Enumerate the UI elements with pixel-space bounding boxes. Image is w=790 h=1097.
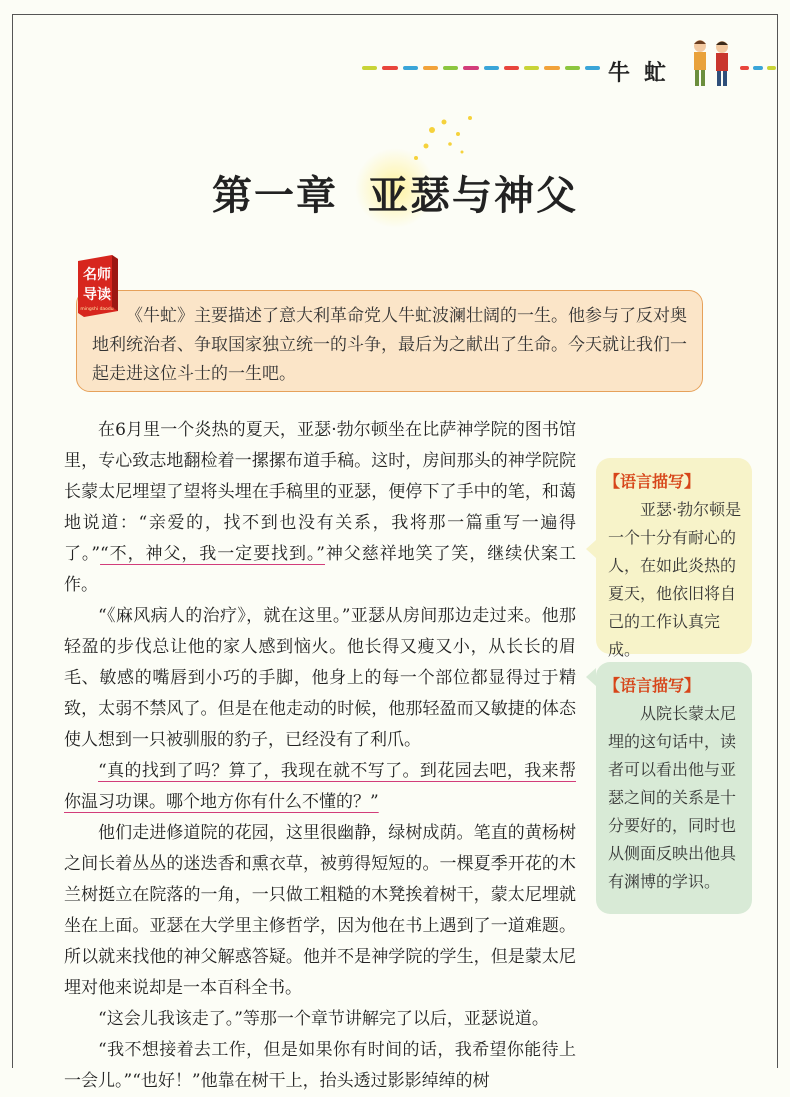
highlighted-quote: “真的找到了吗？算了，我现在就不写了。到花园去吧，我来帮你温习功课。哪个地方你有什么不懂的？” (64, 761, 576, 812)
header-decoration-dashes (362, 66, 600, 71)
guide-badge-line2: 导读 (83, 287, 111, 303)
paragraph: “《麻风病人的治疗》，就在这里。”亚瑟从房间那边走过来。他那轻盈的步伐总让他的家人感到恼火。他长得又瘦又小，从长长的眉毛、敏感的嘴唇到小巧的手脚，他身上的每一个部位都显得过于精致，太弱不禁风了。但是在他走动的时候，他那轻盈而又敏捷的体态使人想到一只被驯服的豹子，已经没有了利爪。 (64, 606, 576, 750)
note-text: 从院长蒙太尼埋的这句话中，读者可以看出他与亚瑟之间的关系是十分要好的，同时也从侧面反映出他具有渊博的学识。 (608, 704, 737, 891)
note-tag: 【语言描写】 (604, 676, 701, 695)
note-pointer (586, 668, 596, 686)
note-tag: 【语言描写】 (604, 472, 701, 491)
header-decoration-dashes-right (740, 66, 776, 71)
note-text: 亚瑟·勃尔顿是一个十分有耐心的人，在如此炎热的夏天，他依旧将自己的工作认真完成。 (608, 500, 742, 659)
chapter-name: 亚瑟与神父 (368, 172, 578, 219)
note-pointer (586, 540, 596, 558)
paragraph-text: 神父慈祥地笑了笑，继续伏案工作。 (64, 544, 576, 595)
chapter-heading (0, 164, 790, 221)
book-title: 牛虻 (608, 61, 681, 86)
guide-badge-line1: 名师 (83, 267, 111, 283)
paragraph: 他们走进修道院的花园，这里很幽静，绿树成荫。笔直的黄杨树之间长着丛丛的迷迭香和熏衣草，被剪得短短的。一棵夏季开花的木兰树挺立在院落的一角，一只做工粗糙的木凳挨着树干，蒙太尼埋就坐在上面。亚瑟在大学里主修哲学，因为他在书上遇到了一道难题。所以就来找他的神父解惑答疑。他并不是神学院的学生，但是蒙太尼埋对他来说却是一本百科全书。 (64, 823, 576, 998)
paragraph (64, 415, 576, 601)
paragraph: “这会儿我该走了。”等那一个章节讲解完了以后，亚瑟说道。 (98, 1009, 549, 1029)
side-note-language-description-2 (596, 662, 752, 914)
guide-badge-sub: mingshi daodu (80, 307, 114, 312)
highlighted-quote: “不，神父，我一定要找到。” (100, 544, 325, 564)
teacher-guide-text: 《牛虻》主要描述了意大利革命党人牛虻波澜壮阔的一生。他参与了反对奥地利统治者、争取国家独立统一的斗争，最后为之献出了生命。今天就让我们一起走进这位斗士的一生吧。 (92, 306, 687, 384)
chapter-number: 第一章 (212, 172, 338, 219)
side-note-language-description-1 (596, 458, 752, 659)
paragraph-text: 在6月里一个炎热的夏天，亚瑟·勃尔顿坐在比萨神学院的图书馆里，专心致志地翻检着一摞摞布道手稿。这时，房间那头的神学院院长蒙太尼埋望了望将头埋在手稿里的亚瑟，便停下了手中的笔，和蔼地说道：“亲爱的，找不到也没有关系，我将那一篇重写一遍得了。” (64, 420, 576, 564)
characters-illustration-icon (686, 38, 736, 90)
page-border-top (12, 14, 778, 15)
paragraph (64, 756, 576, 818)
main-body-text (64, 415, 576, 1097)
paragraph: “我不想接着去工作，但是如果你有时间的话，我希望你能待上一会儿。”“也好！”他靠在树干上，抬头透过影影绰绰的树 (64, 1040, 576, 1091)
